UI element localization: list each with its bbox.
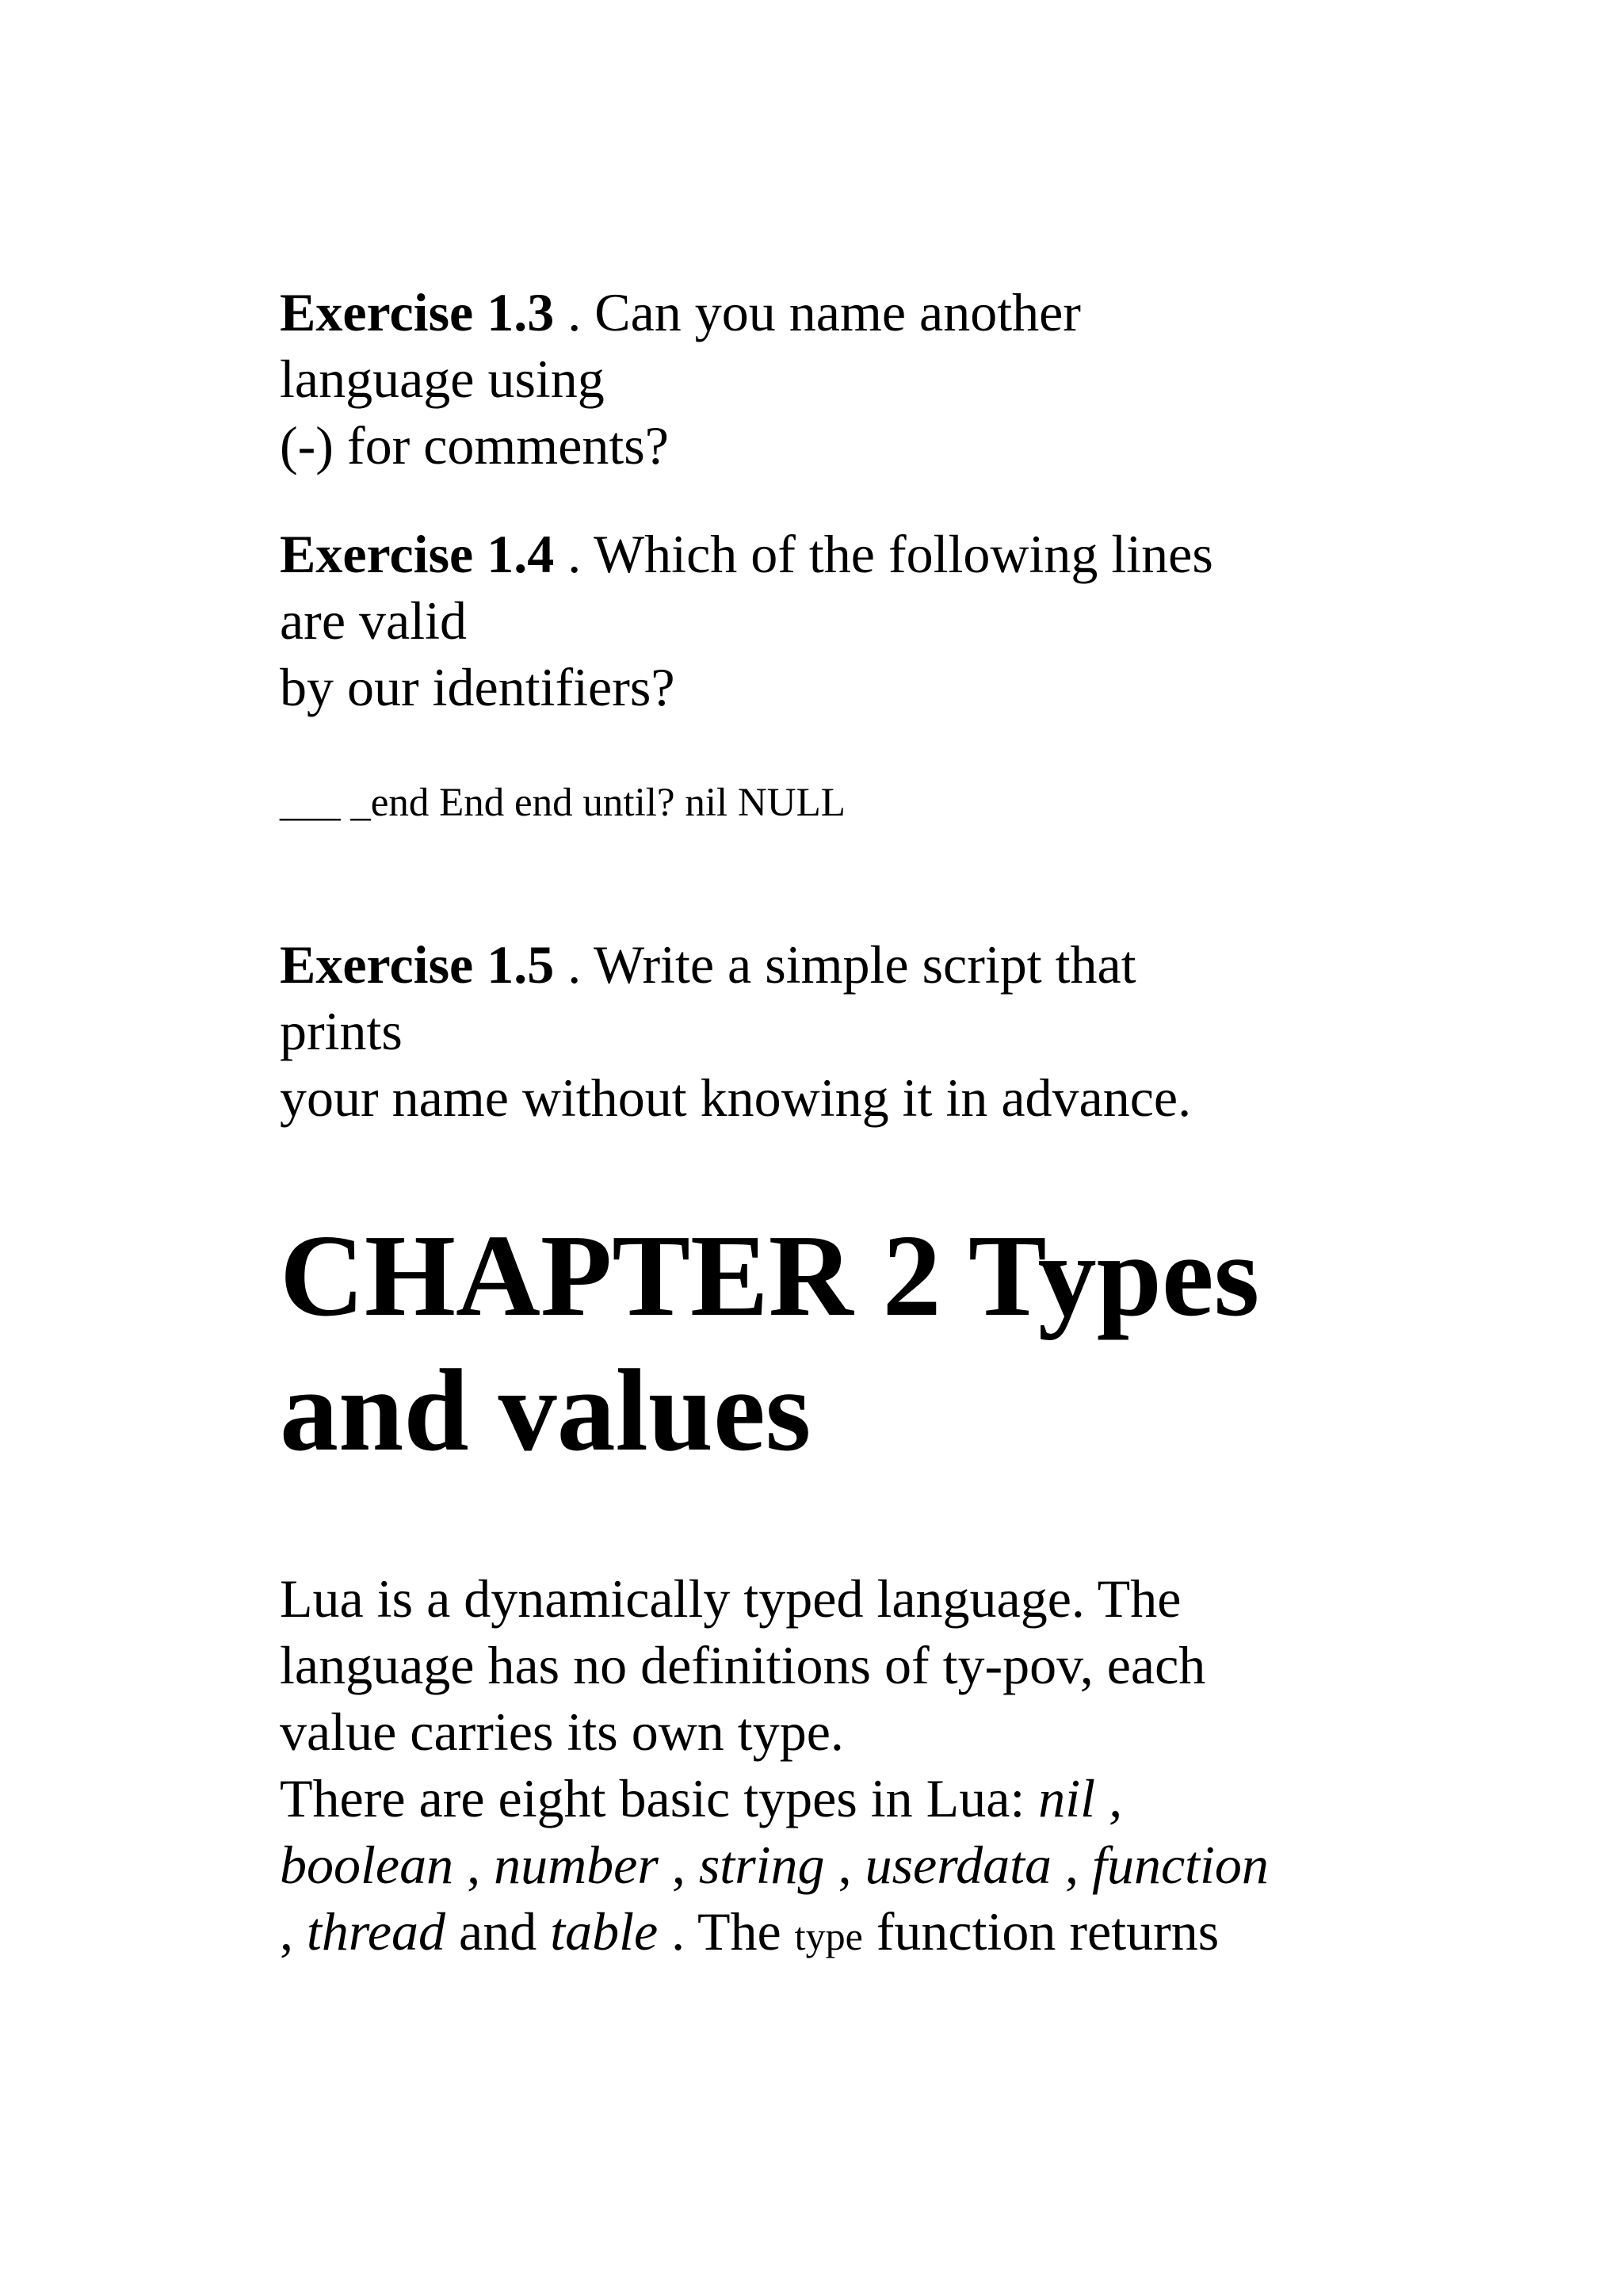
exercise-1-4-line2: are valid [280, 590, 467, 651]
chapter-title-line1: CHAPTER 2 Types [280, 1211, 1260, 1341]
exercise-label: Exercise 1.5 [280, 934, 555, 995]
body-line-1: Lua is a dynamically typed language. The [280, 1568, 1182, 1629]
body-line-2: language has no definitions of ty-pov, each [280, 1635, 1206, 1695]
exercise-1-4 [280, 521, 1389, 720]
exercise-1-3-line1: Exercise 1.3 . Can you name another [280, 282, 1081, 342]
chapter-title-line2: and values [280, 1346, 812, 1476]
type-boolean: boolean [280, 1835, 454, 1895]
exercise-1-5-line3: your name without knowing it in advance. [280, 1068, 1192, 1128]
chapter-heading [280, 1209, 1389, 1478]
body-line-6: , thread and table . The type function returns [280, 1901, 1220, 1962]
exercise-1-5 [280, 931, 1389, 1131]
chapter-body [280, 1565, 1389, 1969]
exercise-1-3-line3: (-) for comments? [280, 415, 669, 476]
body-line-4: There are eight basic types in Lua: nil , [280, 1768, 1123, 1828]
type-thread: thread [307, 1901, 446, 1962]
exercise-1-5-line2: prints [280, 1001, 403, 1061]
type-function: function [1092, 1835, 1269, 1895]
type-number: number [494, 1835, 659, 1895]
exercise-1-5-line1: Exercise 1.5 . Write a simple script that [280, 934, 1136, 995]
exercise-1-3-line2: language using [280, 349, 605, 409]
exercise-1-4-line1: Exercise 1.4 . Which of the following lines [280, 524, 1213, 584]
exercise-1-3 [280, 279, 1389, 479]
exercise-label: Exercise 1.4 [280, 524, 555, 584]
type-nil: nil [1038, 1768, 1096, 1828]
body-line-5: boolean , number , string , userdata , function [280, 1835, 1269, 1895]
body-line-3: value carries its own type. [280, 1702, 844, 1762]
type-function-name: type [794, 1914, 863, 1958]
type-userdata: userdata [865, 1835, 1052, 1895]
identifiers-list [280, 779, 1389, 827]
identifiers-line: ___ _end End end until? nil NULL [280, 781, 846, 825]
exercise-1-4-line3: by our identifiers? [280, 657, 675, 717]
exercise-label: Exercise 1.3 [280, 282, 555, 342]
type-string: string [698, 1835, 825, 1895]
type-table: table [550, 1901, 659, 1962]
